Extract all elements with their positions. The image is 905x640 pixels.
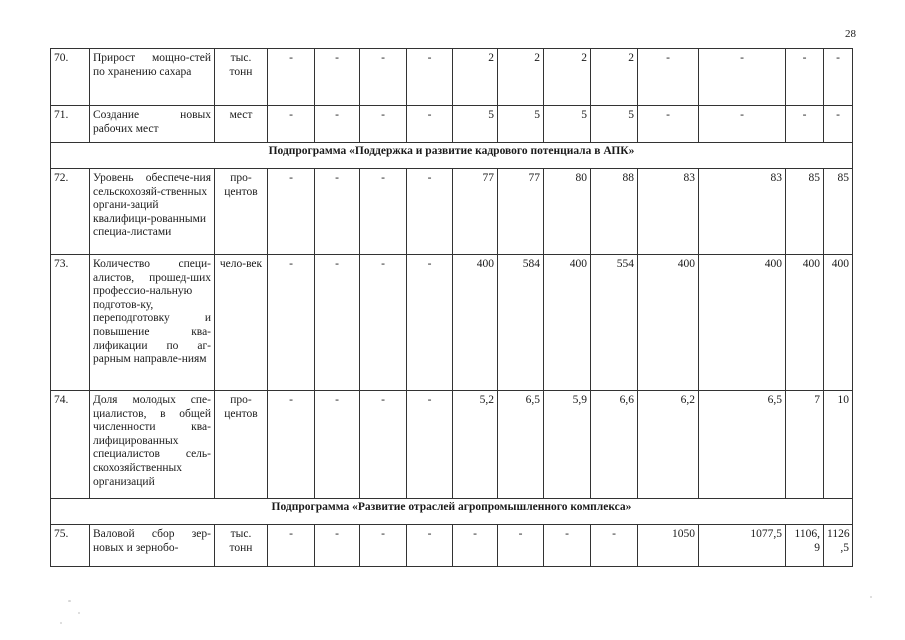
value-cell: 5	[498, 106, 544, 143]
value-cell: -	[824, 106, 853, 143]
value-cell: 85	[786, 169, 824, 255]
indicator-name: Валовой сбор зер-новых и зернобо-	[90, 525, 215, 567]
value-cell: -	[360, 391, 407, 499]
value-cell: 400	[699, 255, 786, 391]
value-cell: -	[407, 106, 453, 143]
value-cell: -	[699, 49, 786, 106]
value-cell: 6,5	[699, 391, 786, 499]
row-number: 72.	[51, 169, 90, 255]
value-cell: 88	[591, 169, 638, 255]
value-cell: -	[591, 525, 638, 567]
value-cell: 10	[824, 391, 853, 499]
value-cell: 400	[786, 255, 824, 391]
value-cell: 584	[498, 255, 544, 391]
unit-cell: про-центов	[215, 169, 268, 255]
indicator-name: Уровень обеспече-ния сельскохозяй-ственных органи-заций квалифици-рованными специа-листами	[90, 169, 215, 255]
value-cell: -	[407, 525, 453, 567]
section-title: Подпрограмма «Развитие отраслей агропромышленного комплекса»	[51, 499, 853, 525]
value-cell: 1050	[638, 525, 699, 567]
unit-cell: про-центов	[215, 391, 268, 499]
value-cell: 5	[591, 106, 638, 143]
value-cell: 2	[591, 49, 638, 106]
indicators-table	[50, 48, 853, 567]
value-cell: 7	[786, 391, 824, 499]
value-cell: -	[407, 391, 453, 499]
value-cell: -	[315, 525, 360, 567]
value-cell: -	[315, 49, 360, 106]
value-cell: -	[786, 106, 824, 143]
indicator-name: Количество специ-алистов, прошед-ших профессио-нальную подготов-ку, переподготовку и повышение ква-лификации по аг-рарным направле-ниям	[90, 255, 215, 391]
table-body	[51, 49, 853, 567]
value-cell: 6,2	[638, 391, 699, 499]
value-cell: -	[360, 255, 407, 391]
value-cell: 2	[453, 49, 498, 106]
value-cell: -	[786, 49, 824, 106]
scan-speck	[68, 600, 71, 602]
table-row	[51, 106, 853, 143]
table-row	[51, 169, 853, 255]
value-cell: -	[268, 525, 315, 567]
unit-cell: тыс. тонн	[215, 49, 268, 106]
unit-cell: тыс. тонн	[215, 525, 268, 567]
value-cell: 6,5	[498, 391, 544, 499]
value-cell: 400	[824, 255, 853, 391]
table-row	[51, 525, 853, 567]
value-cell: 83	[699, 169, 786, 255]
value-cell: -	[407, 49, 453, 106]
value-cell: 1126 ,5	[824, 525, 853, 567]
section-row	[51, 499, 853, 525]
value-cell: -	[268, 169, 315, 255]
value-cell: -	[824, 49, 853, 106]
value-cell: -	[638, 106, 699, 143]
value-cell: 2	[544, 49, 591, 106]
value-cell: 1106, 9	[786, 525, 824, 567]
value-cell: -	[699, 106, 786, 143]
section-title: Подпрограмма «Поддержка и развитие кадрового потенциала в АПК»	[51, 143, 853, 169]
scan-speck	[870, 596, 872, 598]
value-cell: -	[315, 169, 360, 255]
value-cell: 85	[824, 169, 853, 255]
scan-speck	[60, 622, 62, 624]
value-cell: 80	[544, 169, 591, 255]
value-cell: -	[268, 49, 315, 106]
row-number: 71.	[51, 106, 90, 143]
table-row	[51, 391, 853, 499]
section-row	[51, 143, 853, 169]
value-cell: -	[407, 169, 453, 255]
value-cell: 5	[453, 106, 498, 143]
value-cell: 77	[498, 169, 544, 255]
indicator-name: Создание новых рабочих мест	[90, 106, 215, 143]
value-cell: -	[268, 255, 315, 391]
page-number: 28	[845, 28, 856, 40]
value-cell: 77	[453, 169, 498, 255]
indicator-name: Прирост мощно-стей по хранению сахара	[90, 49, 215, 106]
value-cell: -	[498, 525, 544, 567]
row-number: 75.	[51, 525, 90, 567]
value-cell: -	[638, 49, 699, 106]
value-cell: 1077,5	[699, 525, 786, 567]
scan-speck	[78, 612, 80, 614]
value-cell: 400	[453, 255, 498, 391]
value-cell: 6,6	[591, 391, 638, 499]
table-row	[51, 49, 853, 106]
value-cell: -	[315, 255, 360, 391]
value-cell: -	[360, 525, 407, 567]
indicator-name: Доля молодых спе-циалистов, в общей численности ква-лифицированных специалистов сель-скохозяйственных организаций	[90, 391, 215, 499]
value-cell: 5,2	[453, 391, 498, 499]
value-cell: 2	[498, 49, 544, 106]
value-cell: 400	[638, 255, 699, 391]
value-cell: 83	[638, 169, 699, 255]
value-cell: 5,9	[544, 391, 591, 499]
table-row	[51, 255, 853, 391]
value-cell: -	[268, 391, 315, 499]
value-cell: -	[360, 49, 407, 106]
value-cell: 400	[544, 255, 591, 391]
unit-cell: чело-век	[215, 255, 268, 391]
value-cell: -	[453, 525, 498, 567]
value-cell: 554	[591, 255, 638, 391]
row-number: 70.	[51, 49, 90, 106]
value-cell: -	[360, 106, 407, 143]
value-cell: -	[360, 169, 407, 255]
value-cell: -	[315, 106, 360, 143]
value-cell: -	[268, 106, 315, 143]
unit-cell: мест	[215, 106, 268, 143]
value-cell: -	[407, 255, 453, 391]
value-cell: -	[544, 525, 591, 567]
value-cell: 5	[544, 106, 591, 143]
row-number: 73.	[51, 255, 90, 391]
value-cell: -	[315, 391, 360, 499]
row-number: 74.	[51, 391, 90, 499]
